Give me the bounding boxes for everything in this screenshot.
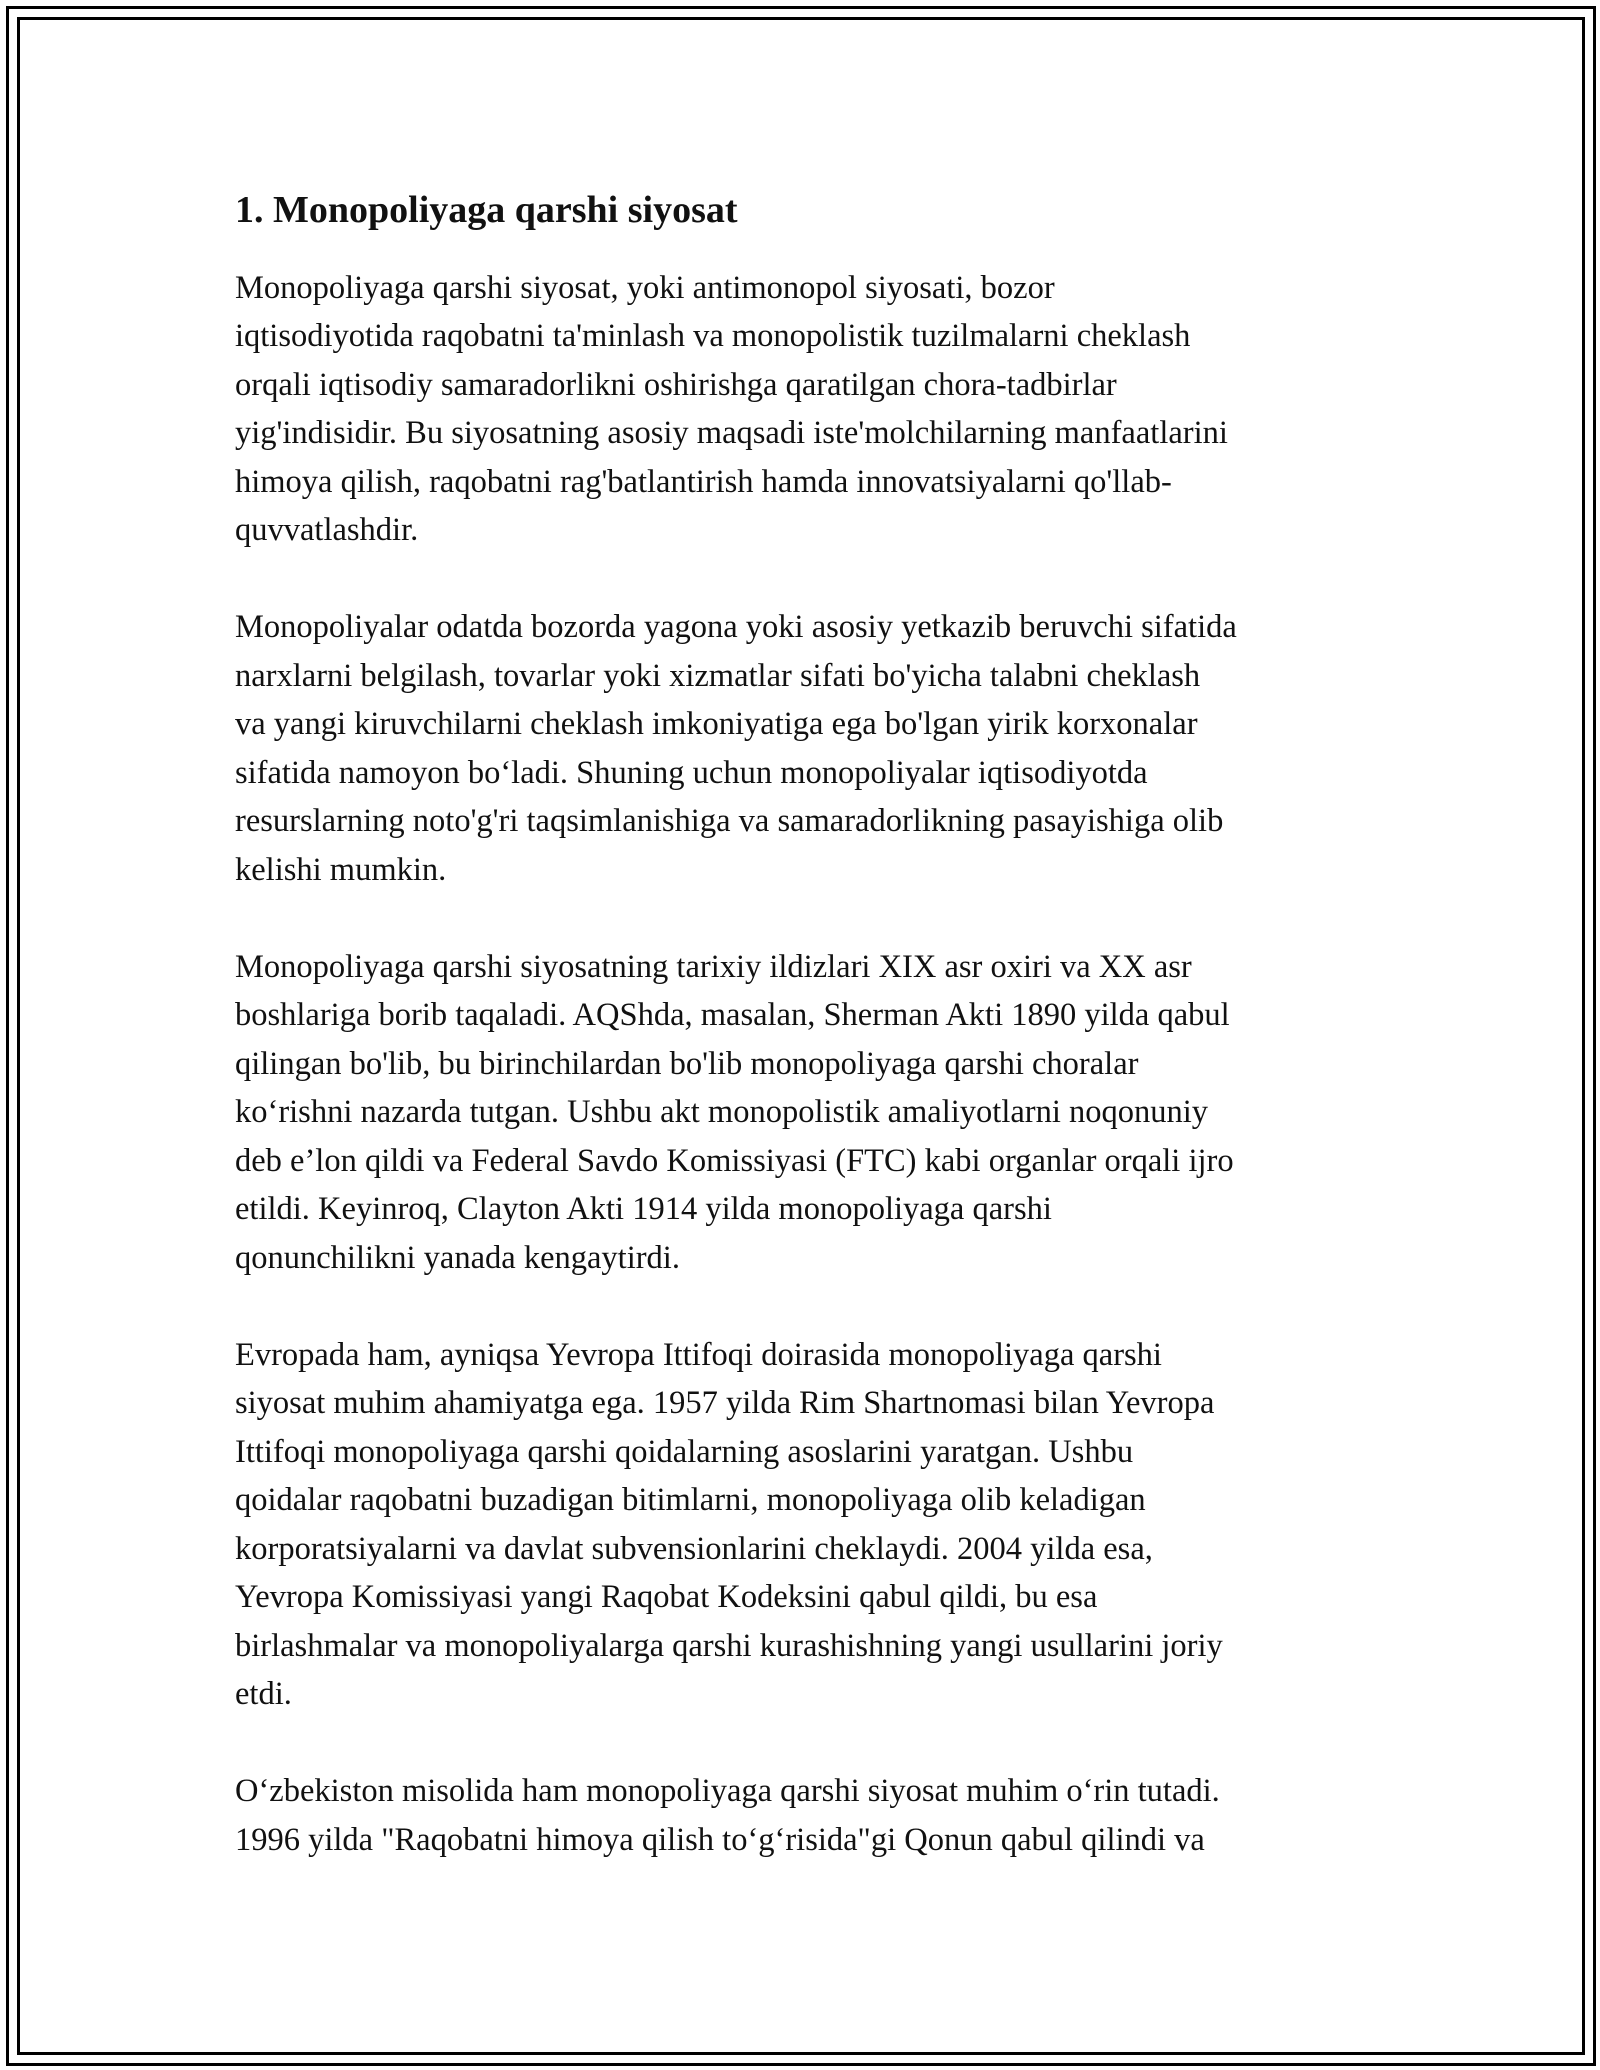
paragraph-line: 1996 yilda "Raqobatni himoya qilish to‘g‘risida"gi Qonun qabul qilindi va — [235, 1821, 1205, 1858]
paragraph-line: Monopoliyalar odatda bozorda yagona yoki asosiy yetkazib beruvchi sifatida — [235, 609, 1237, 646]
paragraph-line: qoidalar raqobatni buzadigan bitimlarni, monopoliyaga olib keladigan — [235, 1482, 1146, 1519]
paragraph-line: O‘zbekiston misolida ham monopoliyaga qarshi siyosat muhim o‘rin tutadi. — [235, 1773, 1220, 1810]
paragraph-line: quvvatlashdir. — [235, 512, 419, 549]
paragraph-line: qonunchilikni yanada kengaytirdi. — [235, 1239, 680, 1276]
paragraph-line: etildi. Keyinroq, Clayton Akti 1914 yilda monopoliyaga qarshi — [235, 1191, 1052, 1228]
paragraph-line: deb e’lon qildi va Federal Savdo Komissiyasi (FTC) kabi organlar orqali ijro — [235, 1142, 1234, 1179]
paragraph-4 — [235, 1331, 1375, 1719]
paragraph-line: kelishi mumkin. — [235, 851, 447, 888]
paragraph-line: orqali iqtisodiy samaradorlikni oshirishga qaratilgan chora-tadbirlar — [235, 366, 1117, 403]
paragraph-line: Ittifoqi monopoliyaga qarshi qoidalarning asoslarini yaratgan. Ushbu — [235, 1433, 1134, 1470]
paragraph-5 — [235, 1767, 1375, 1864]
paragraph-line: yig'indisidir. Bu siyosatning asosiy maqsadi iste'molchilarning manfaatlarini — [235, 415, 1228, 452]
section-heading: 1. Monopoliyaga qarshi siyosat — [235, 189, 738, 231]
paragraph-line: resurslarning noto'g'ri taqsimlanishiga va samaradorlikning pasayishiga olib — [235, 803, 1224, 840]
paragraph-1 — [235, 264, 1375, 555]
paragraph-line: etdi. — [235, 1676, 292, 1713]
paragraph-2 — [235, 603, 1375, 894]
paragraph-line: Yevropa Komissiyasi yangi Raqobat Kodeksini qabul qildi, bu esa — [235, 1579, 1098, 1616]
paragraph-line: himoya qilish, raqobatni rag'batlantirish hamda innovatsiyalarni qo'llab- — [235, 463, 1172, 500]
paragraph-line: qilingan bo'lib, bu birinchilardan bo'lib monopoliyaga qarshi choralar — [235, 1045, 1139, 1082]
paragraph-line: sifatida namoyon bo‘ladi. Shuning uchun monopoliyalar iqtisodiyotda — [235, 754, 1148, 791]
paragraph-line: Evropada ham, ayniqsa Yevropa Ittifoqi doirasida monopoliyaga qarshi — [235, 1336, 1162, 1373]
paragraph-line: Monopoliyaga qarshi siyosat, yoki antimonopol siyosati, bozor — [235, 269, 1055, 306]
paragraph-3 — [235, 943, 1375, 1283]
paragraph-line: birlashmalar va monopoliyalarga qarshi kurashishning yangi usullarini joriy — [235, 1627, 1223, 1664]
paragraph-line: Monopoliyaga qarshi siyosatning tarixiy ildizlari XIX asr oxiri va XX asr — [235, 948, 1192, 985]
paragraph-line: ko‘rishni nazarda tutgan. Ushbu akt monopolistik amaliyotlarni noqonuniy — [235, 1094, 1209, 1131]
paragraph-line: boshlariga borib taqaladi. AQShda, masalan, Sherman Akti 1890 yilda qabul — [235, 997, 1230, 1034]
paragraph-line: iqtisodiyotida raqobatni ta'minlash va monopolistik tuzilmalarni cheklash — [235, 318, 1191, 355]
document-body — [235, 188, 1375, 1913]
paragraph-line: va yangi kiruvchilarni cheklash imkoniyatiga ega bo'lgan yirik korxonalar — [235, 706, 1198, 743]
paragraph-line: korporatsiyalarni va davlat subvensionlarini cheklaydi. 2004 yilda esa, — [235, 1530, 1153, 1567]
paragraph-line: siyosat muhim ahamiyatga ega. 1957 yilda Rim Shartnomasi bilan Yevropa — [235, 1385, 1215, 1422]
paragraph-line: narxlarni belgilash, tovarlar yoki xizmatlar sifati bo'yicha talabni cheklash — [235, 657, 1201, 694]
